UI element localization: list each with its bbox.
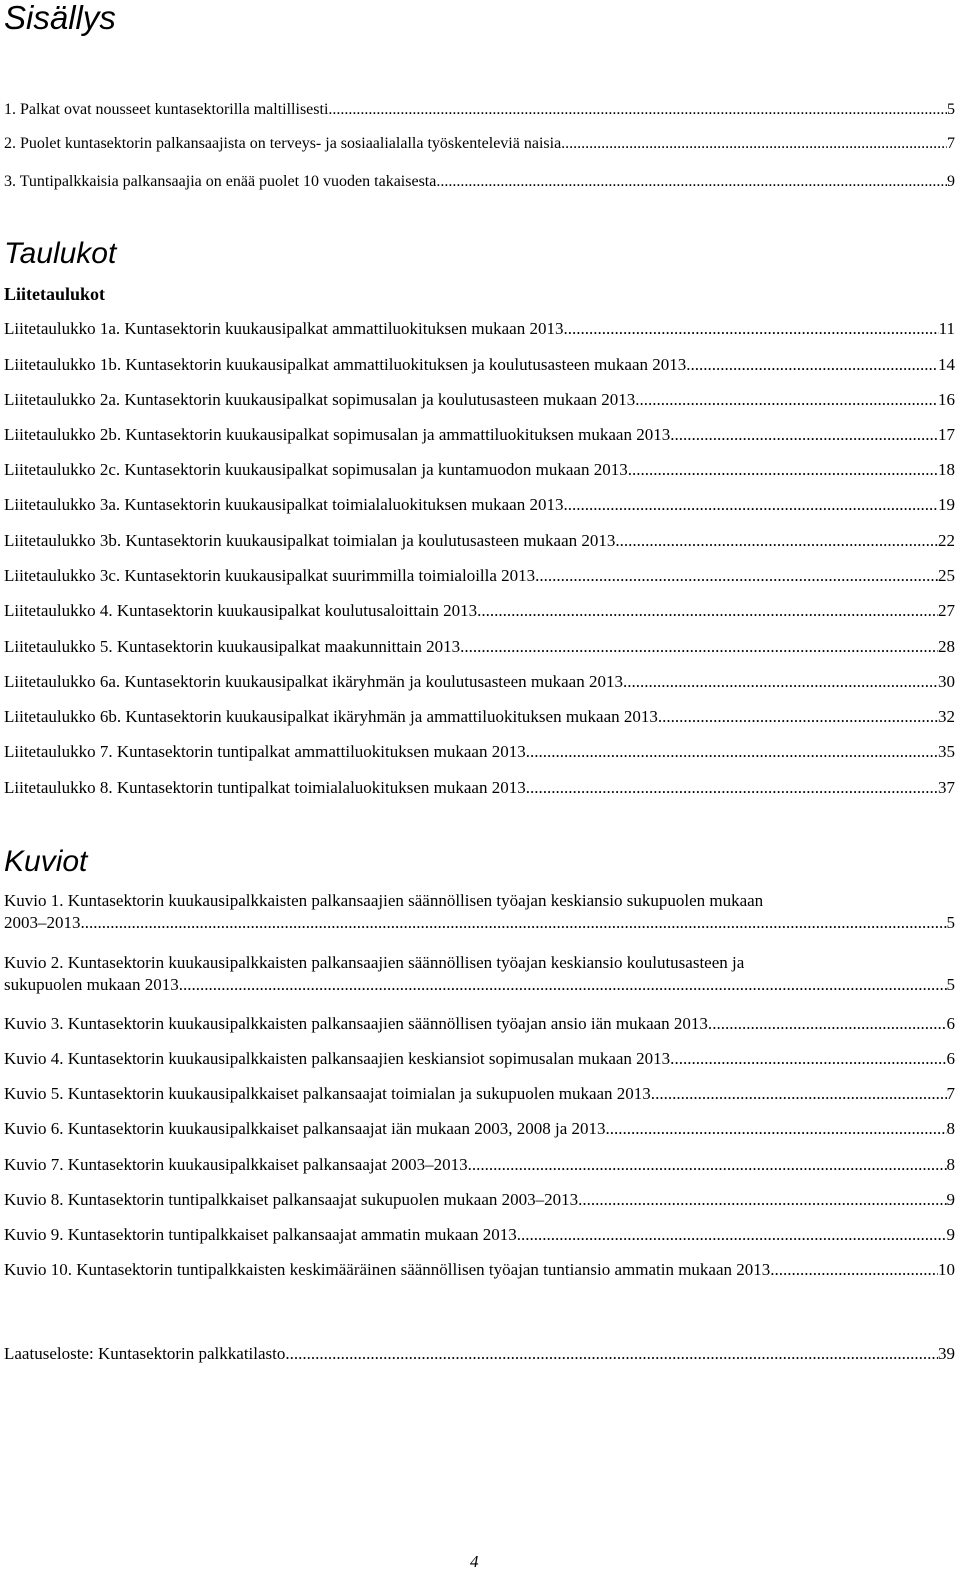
page-number: 37 (938, 778, 955, 797)
page-number: 8 (946, 1119, 955, 1138)
page-number: 10 (938, 1260, 955, 1279)
toc-entry[interactable]: Kuvio 1. Kuntasektorin kuukausipalkkaisten palkansaajien säännöllisen työajan keskiansio sukupuolen mukaan 2003–2013. ..... 5 (4, 890, 955, 934)
toc-entry[interactable]: Liitetaulukko 1a. Kuntasektorin kuukausipalkat ammattiluokituksen mukaan 2013. ..... 11 (4, 318, 955, 340)
toc-entry[interactable]: Liitetaulukko 5. Kuntasektorin kuukausipalkat maakunnittain 2013. ..... 28 (4, 636, 955, 658)
page-number: 32 (938, 707, 955, 726)
footer-page-number: 4 (470, 1552, 479, 1571)
toc-entry[interactable]: Kuvio 2. Kuntasektorin kuukausipalkkaisten palkansaajien säännöllisen työajan keskiansio koulutusasteen ja sukupuolen mukaan 2013. ..... 5 (4, 952, 955, 996)
toc-entry[interactable]: Liitetaulukko 6b. Kuntasektorin kuukausipalkat ikäryhmän ja ammattiluokituksen mukaan 2013. ..... 32 (4, 706, 955, 728)
toc-entry[interactable]: Liitetaulukko 1b. Kuntasektorin kuukausipalkat ammattiluokituksen ja koulutusasteen mukaan 2013. ..... 14 (4, 354, 955, 376)
toc-entry[interactable]: Liitetaulukko 4. Kuntasektorin kuukausipalkat koulutusaloittain 2013. ..... 27 (4, 600, 955, 622)
page-number: 5 (947, 101, 955, 118)
page-number: 17 (938, 425, 955, 444)
page-number: 5 (946, 975, 955, 994)
toc-entry[interactable]: Liitetaulukko 7. Kuntasektorin tuntipalkat ammattiluokituksen mukaan 2013. ..... 35 (4, 741, 955, 763)
toc-entry[interactable]: Liitetaulukko 3c. Kuntasektorin kuukausipalkat suurimmilla toimialoilla 2013. ..... 25 (4, 565, 955, 587)
page-number: 22 (938, 531, 955, 550)
figures-heading: Kuviot (4, 845, 88, 878)
toc-entry[interactable]: Kuvio 9. Kuntasektorin tuntipalkkaiset palkansaajat ammatin mukaan 2013. ..... 9 (4, 1224, 955, 1246)
page-number: 14 (938, 355, 955, 374)
toc-entry[interactable]: Liitetaulukko 3b. Kuntasektorin kuukausipalkat toimialan ja koulutusasteen mukaan 2013. ..... 22 (4, 530, 955, 552)
page-number: 5 (946, 913, 955, 932)
toc-entry-quality-report[interactable]: Laatuseloste: Kuntasektorin palkkatilasto. ..... 39 (4, 1343, 955, 1365)
toc-entry[interactable]: 1. Palkat ovat nousseet kuntasektorilla maltillisesti. ..... 5 (4, 99, 955, 121)
toc-entry[interactable]: Liitetaulukko 2a. Kuntasektorin kuukausipalkat sopimusalan ja koulutusasteen mukaan 2013. ..... 16 (4, 389, 955, 411)
toc-entry[interactable]: Liitetaulukko 3a. Kuntasektorin kuukausipalkat toimialaluokituksen mukaan 2013. ..... 19 (4, 494, 955, 516)
toc-entry[interactable]: Liitetaulukko 6a. Kuntasektorin kuukausipalkat ikäryhmän ja koulutusasteen mukaan 2013. ..... 30 (4, 671, 955, 693)
toc-entry[interactable]: Kuvio 3. Kuntasektorin kuukausipalkkaisten palkansaajien säännöllisen työajan ansio iän mukaan 2013. ..... 6 (4, 1013, 955, 1035)
page-number: 16 (938, 390, 955, 409)
page-number: 25 (938, 566, 955, 585)
toc-entry[interactable]: Kuvio 7. Kuntasektorin kuukausipalkkaiset palkansaajat 2003–2013. ..... 8 (4, 1154, 955, 1176)
toc-entry[interactable]: Liitetaulukko 8. Kuntasektorin tuntipalkat toimialaluokituksen mukaan 2013. ..... 37 (4, 777, 955, 799)
page-number: 27 (938, 601, 955, 620)
toc-entry[interactable]: Liitetaulukko 2c. Kuntasektorin kuukausipalkat sopimusalan ja kuntamuodon mukaan 2013. ..... 18 (4, 459, 955, 481)
page-number: 9 (946, 1190, 955, 1209)
page-number: 8 (946, 1155, 955, 1174)
toc-entry[interactable]: Kuvio 4. Kuntasektorin kuukausipalkkaisten palkansaajien keskiansiot sopimusalan mukaan 2013. ..... 6 (4, 1048, 955, 1070)
toc-entry[interactable]: Liitetaulukko 2b. Kuntasektorin kuukausipalkat sopimusalan ja ammattiluokituksen mukaan 2013. ..... 17 (4, 424, 955, 446)
toc-entry[interactable]: Kuvio 6. Kuntasektorin kuukausipalkkaiset palkansaajat iän mukaan 2003, 2008 ja 2013. ..... 8 (4, 1118, 955, 1140)
page-number: 39 (938, 1344, 955, 1363)
page-number: 30 (938, 672, 955, 691)
page-number: 6 (946, 1049, 955, 1068)
page-number: 19 (938, 495, 955, 514)
toc-entry[interactable]: 2. Puolet kuntasektorin palkansaajista on terveys- ja sosiaalialalla työskenteleviä naisia. ..... 7 (4, 133, 955, 155)
page-number: 28 (938, 637, 955, 656)
page-number: 6 (946, 1014, 955, 1033)
page-number: 35 (938, 742, 955, 761)
page-number: 9 (946, 1225, 955, 1244)
page-number: 7 (946, 1084, 955, 1103)
contents-heading: Sisällys (4, 0, 116, 36)
tables-heading: Taulukot (4, 237, 117, 270)
appendix-tables-subheading: Liitetaulukot (4, 284, 106, 304)
page-number: 11 (938, 319, 955, 338)
toc-entry[interactable]: 3. Tuntipalkkaisia palkansaajia on enää puolet 10 vuoden takaisesta. ..... 9 (4, 171, 955, 193)
page-number: 7 (947, 135, 955, 152)
toc-entry[interactable]: Kuvio 5. Kuntasektorin kuukausipalkkaiset palkansaajat toimialan ja sukupuolen mukaan 2013. ..... 7 (4, 1083, 955, 1105)
page-number: 18 (938, 460, 955, 479)
page-number: 9 (947, 173, 955, 190)
toc-entry[interactable]: Kuvio 8. Kuntasektorin tuntipalkkaiset palkansaajat sukupuolen mukaan 2003–2013. ..... 9 (4, 1189, 955, 1211)
toc-entry[interactable]: Kuvio 10. Kuntasektorin tuntipalkkaisten keskimääräinen säännöllisen työajan tuntiansio ammatin mukaan 2013. ..... 10 (4, 1259, 955, 1281)
